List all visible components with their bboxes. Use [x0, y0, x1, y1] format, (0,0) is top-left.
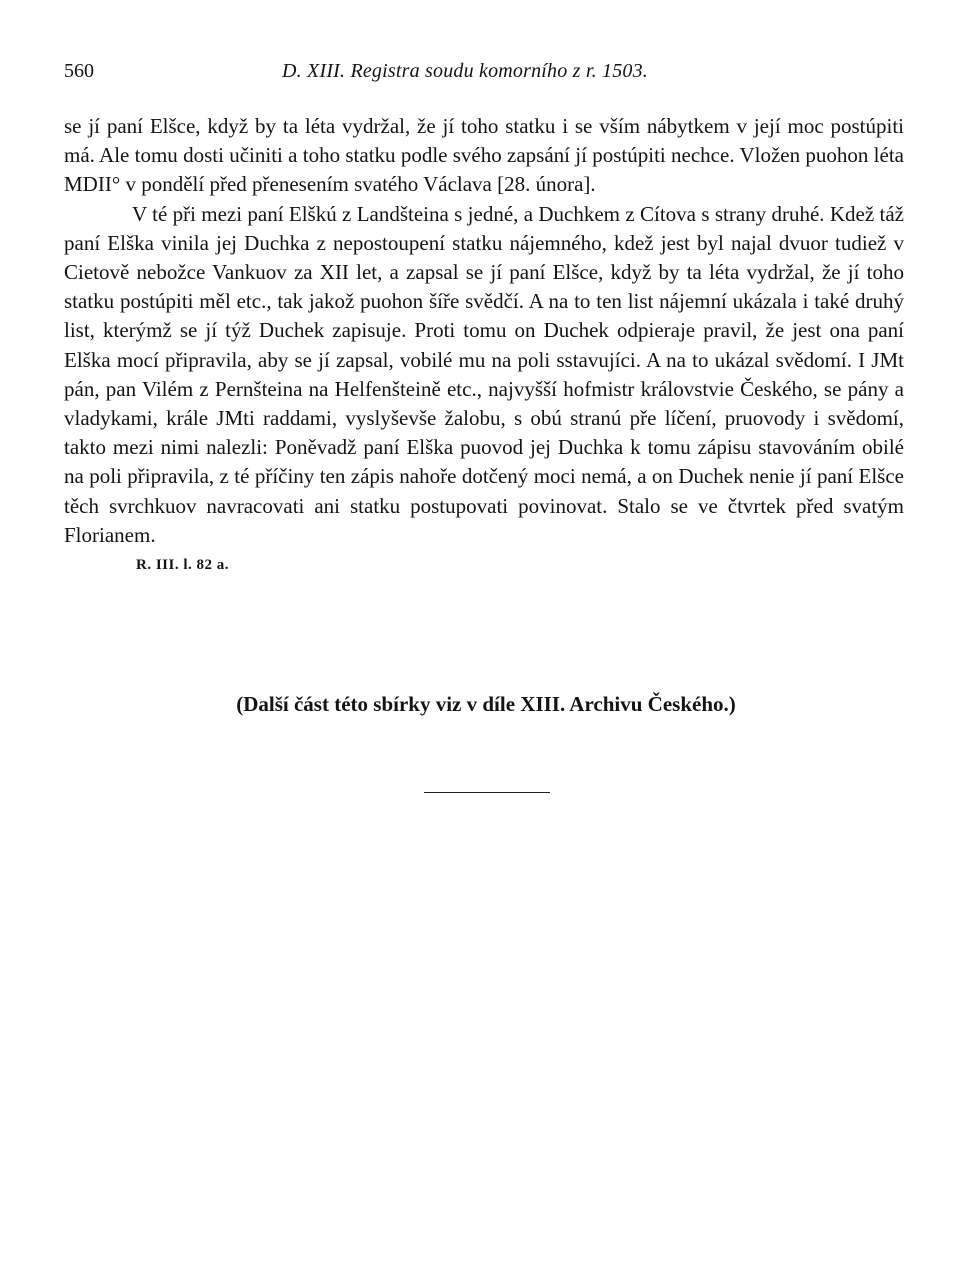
closing-rule: [424, 792, 550, 793]
page-header: [64, 60, 904, 90]
running-head: D. XIII. Registra soudu komorního z r. 1503.: [282, 60, 649, 82]
source-reference: R. III. l. 82 a.: [136, 557, 230, 574]
closing-note: (Další část této sbírky viz v díle XIII. Archivu Českého.): [236, 692, 736, 716]
paragraph-continuation: se jí paní Elšce, když by ta léta vydržal, že jí toho statku i se vším nábytkem v její moc postúpiti má. Ale tomu dosti učiniti a toho statku podle svého zapsání jí postúpiti nechce. Vložen puohon léta MDII° v pondělí před přenesením svatého Václava [28. února].: [64, 114, 904, 197]
page-number: 560: [64, 60, 94, 82]
body-text: [64, 112, 904, 576]
paragraph-case: V té při mezi paní Elškú z Landšteina s jedné, a Duchkem z Cítova s strany druhé. Kdež táž paní Elška vinila jej Duchka z nepostoupení statku nájemného, kdež jest byl najal dvuor tudiež v Cietově nebožce Vankuov za XII let, a zapsal se jí paní Elšce, když by ta léta vydržal, že jí toho statku postúpiti měl etc., tak jakož puohon šíře svědčí. A na to ten list nájemní ukázala i také druhý list, kterýmž se jí týž Duchek zapisuje. Proti tomu on Duchek odpieraje pravil, že jest ona paní Elška mocí připravila, aby se jí zapsal, vobilé mu na poli sstavujíci. A na to ukázal svědomí. I JMt pán, pan Vilém z Pernšteina na Helfenšteině etc., najvyšší hofmistr královstvie Českého, se pány a vladykami, krále JMti raddami, vyslyševše žalobu, s obú stranú pře líčení, pruovody i svědomí, takto mezi nimi nalezli: Poněvadž paní Elška puovod jej Duchka k tomu zápisu stavováním obilé na poli připravila, z té příčiny ten zápis nahoře dotčený moci nemá, a on Duchek nenie jí paní Elšce těch svrchkuov navracovati ani statku postupovati povinovat. Stalo se ve čtvrtek před svatým Florianem.: [64, 201, 904, 547]
